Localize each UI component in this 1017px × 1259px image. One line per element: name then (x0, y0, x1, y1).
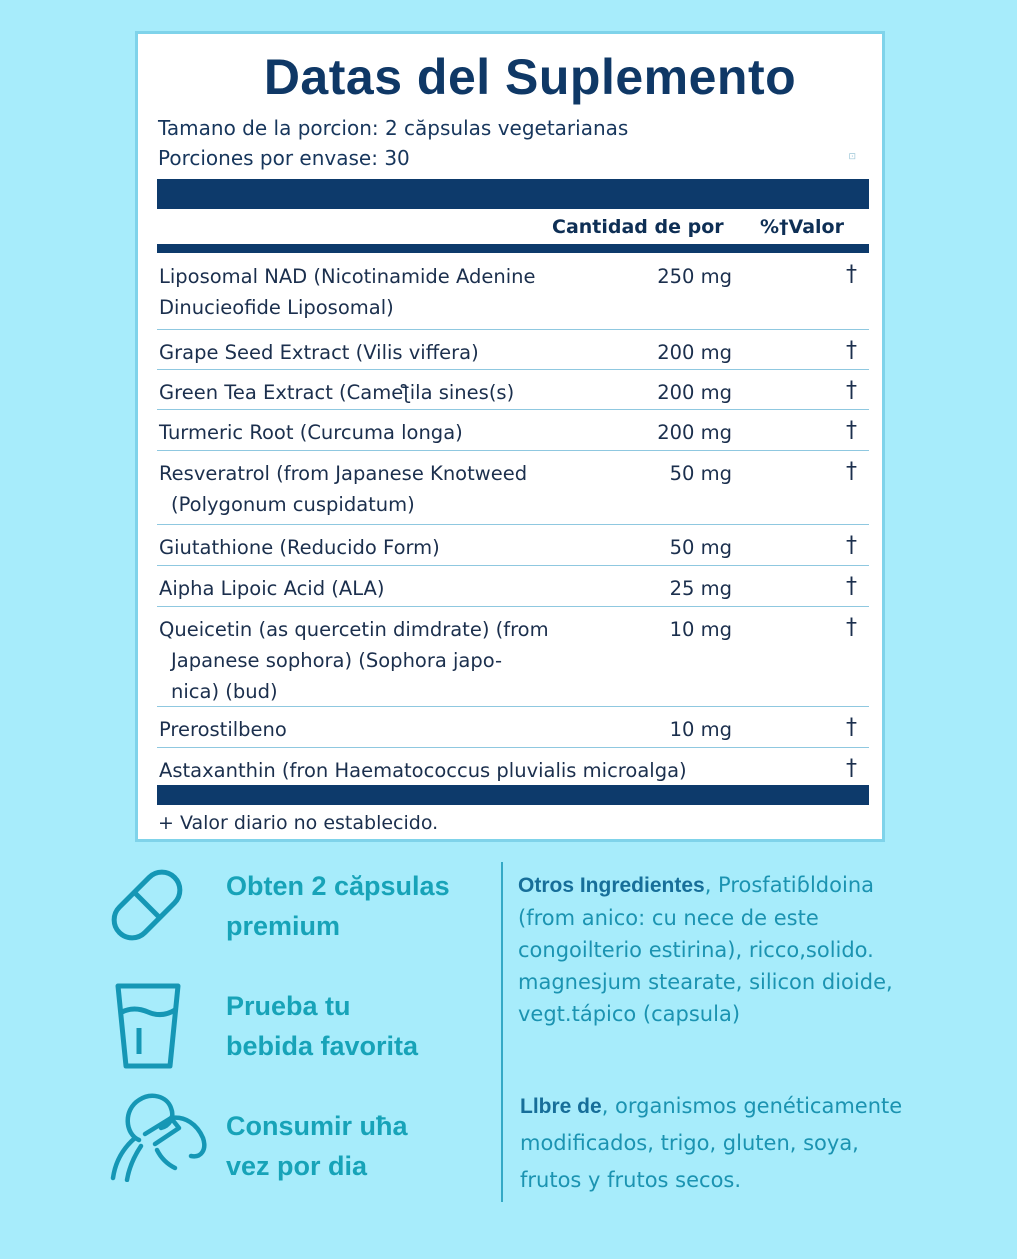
capsule-icon (102, 860, 192, 950)
nutrient-amount: 50 mg (669, 536, 732, 559)
column-divider (501, 862, 503, 1202)
other-ingredients: Otros Ingredientes, Prosfatiɓldoina (from anico: cu nece de este congoilterio estirina), ricco,solido. magnesjum stearate, silicon dioide, vegt.tápico (capsula) (518, 873, 893, 1026)
footer-bar (157, 785, 869, 805)
nutrient-row (157, 329, 869, 370)
nutrient-amount: 250 mg (657, 265, 732, 288)
nutrient-amount: 200 mg (657, 421, 732, 444)
daily-value-mark: † (846, 262, 857, 287)
panel-title: Datas del Suplemento (263, 49, 797, 105)
daily-value-mark: † (846, 338, 857, 363)
nutrient-row (157, 706, 869, 748)
daily-value-mark: † (846, 378, 857, 403)
feature-line: Obten 2 căpsulas (226, 871, 450, 901)
daily-value-mark: † (846, 459, 857, 484)
nutrient-name: Queicetin (as quercetin dimdrate) (from (159, 618, 549, 641)
nutrient-amount: 10 mg (669, 618, 732, 641)
nutrient-amount: 25 mg (669, 577, 732, 600)
nutrient-name-cont: (Polygonum cuspidatum) (171, 493, 415, 516)
daily-value-mark: † (846, 756, 857, 781)
other-ingredients-label: Otros Ingredientes (518, 874, 705, 897)
column-header-daily-value: %†Valor (760, 216, 844, 238)
free-of-statement: Llbre de, organismos genéticamente modificados, trigo, gluten, soya, frutos y frutos secos. (520, 1094, 903, 1192)
nutrient-name: Resveratrol (from Japanese Knotweed (159, 462, 528, 485)
nutrient-name: Grape Seed Extract (Vilis viffera) (159, 341, 479, 364)
nutrient-row (157, 450, 869, 525)
nutrient-amount: 200 mg (657, 381, 732, 404)
daily-value-mark: † (846, 418, 857, 443)
nutrient-row (157, 747, 869, 785)
free-of-label: Llbre de (520, 1095, 602, 1118)
nutrient-name: Green Tea Extract (Cameƪila sines(s) (159, 381, 515, 404)
daily-value-mark: † (846, 574, 857, 599)
glass-icon (112, 980, 184, 1072)
nutrient-name: Prerostilbeno (159, 718, 287, 741)
nutrient-name: Astaxanthin (fron Haematococcus pluvialis microalga) (159, 759, 687, 782)
person-drinking-icon (105, 1088, 207, 1182)
header-bar-bottom (157, 244, 869, 253)
nutrient-row (157, 409, 869, 451)
feature-daily (226, 1106, 408, 1186)
nutrient-row (157, 565, 869, 607)
feature-line: premium (226, 911, 341, 941)
nutrient-name: Liposomal NAD (Nicotinamide Adenine (159, 265, 536, 288)
daily-value-mark: † (846, 533, 857, 558)
header-bar-top (157, 179, 869, 209)
nutrient-row (157, 253, 869, 330)
feature-capsules (226, 866, 450, 946)
feature-line: Prueba tu (226, 991, 351, 1021)
nutrient-amount: 50 mg (669, 462, 732, 485)
nutrient-amount: 200 mg (657, 341, 732, 364)
feature-beverage (226, 986, 418, 1066)
small-mark-icon: ⊡ (848, 152, 856, 162)
nutrient-name-cont: Dinucieofide Liposomal) (159, 296, 394, 319)
nutrient-amount: 10 mg (669, 718, 732, 741)
nutrient-name-cont: Japanese sophora) (Sophora japo- (171, 649, 503, 672)
nutrient-name: Turmeric Root (Curcuma longa) (159, 421, 463, 444)
feature-line: vez por dia (226, 1151, 368, 1181)
supplement-facts-panel (135, 31, 885, 842)
nutrient-name: Giutathione (Reducido Form) (159, 536, 440, 559)
footnote: + Valor diario no establecido. (158, 812, 439, 834)
nutrient-name-cont: nica) (bud) (171, 680, 278, 703)
serving-size: Tamano de la porcion: 2 căpsulas vegetarianas (158, 116, 629, 140)
daily-value-mark: † (846, 615, 857, 640)
nutrient-name: Aipha Lipoic Acid (ALA) (159, 577, 385, 600)
column-header-amount: Cantidad de por (552, 216, 724, 238)
feature-line: bebida favorita (226, 1031, 419, 1061)
daily-value-mark: † (846, 715, 857, 740)
nutrient-row (157, 369, 869, 410)
feature-line: Consumir uħa (226, 1111, 408, 1141)
servings-per-container: Porciones por envase: 30 (158, 146, 410, 170)
nutrient-row (157, 524, 869, 566)
nutrient-row (157, 606, 869, 707)
